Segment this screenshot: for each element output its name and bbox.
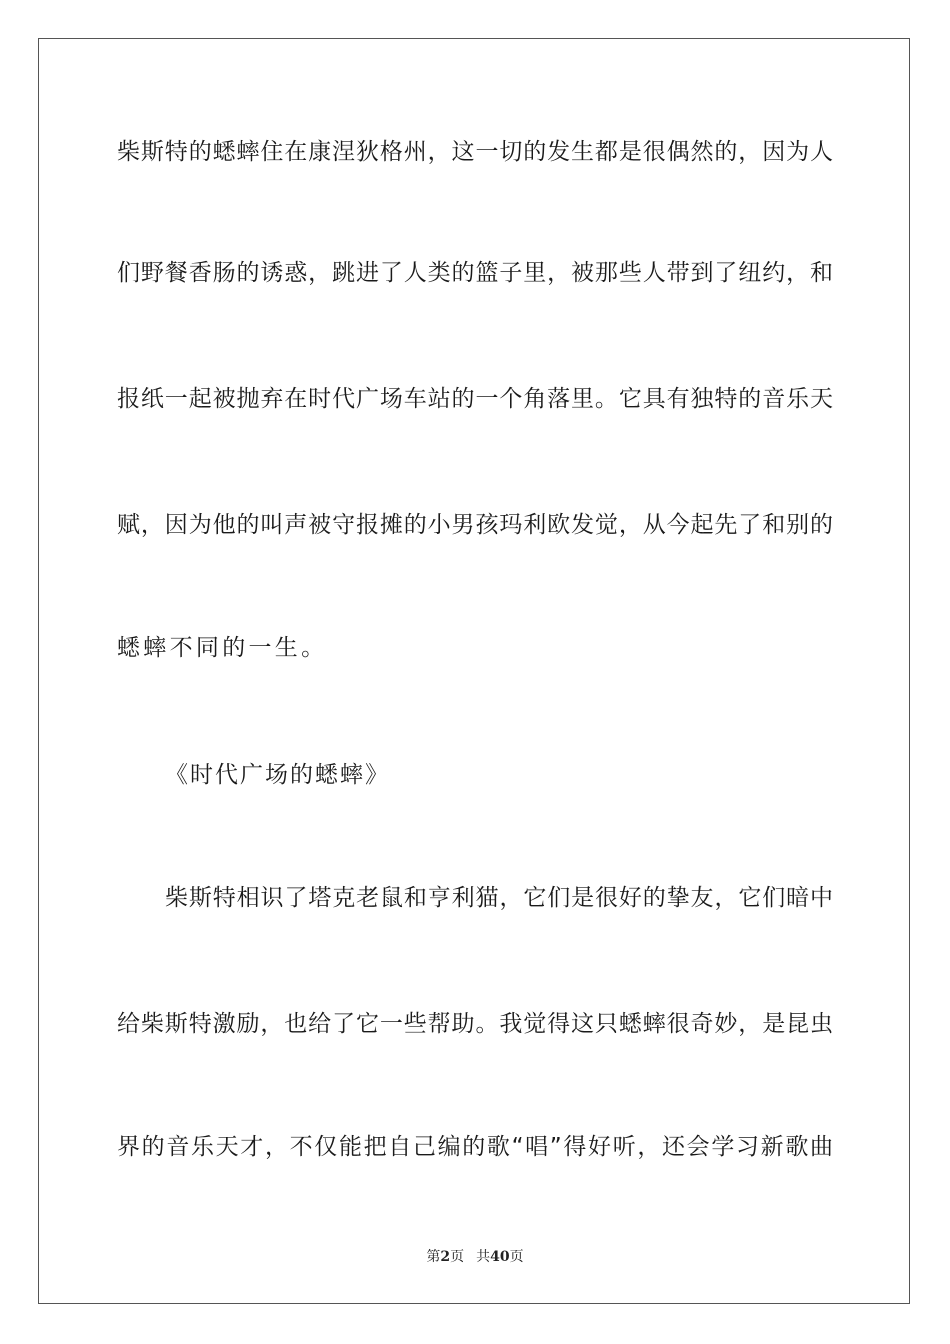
page-footer	[0, 1246, 950, 1266]
page-border	[38, 38, 910, 1304]
total-pages-prefix: 共	[476, 1249, 491, 1265]
total-pages: 40	[490, 1249, 510, 1265]
text-line: 界的音乐天才，不仅能把自己编的歌“唱”得好听，还会学习新歌曲	[117, 1134, 833, 1160]
page-number-suffix: 页	[450, 1249, 465, 1265]
text-line: 们野餐香肠的诱惑，跳进了人类的篮子里，被那些人带到了纽约，和	[117, 260, 833, 286]
total-pages-suffix: 页	[509, 1249, 524, 1265]
text-line: 柴斯特相识了塔克老鼠和亨利猫，它们是很好的挚友，它们暗中	[165, 885, 833, 911]
text-line: 报纸一起被抛弃在时代广场车站的一个角落里。它具有独特的音乐天	[117, 386, 833, 412]
section-title: 《时代广场的蟋蟀》	[165, 762, 390, 788]
text-line: 给柴斯特激励，也给了它一些帮助。我觉得这只蟋蟀很奇妙，是昆虫	[117, 1011, 833, 1037]
text-line: 柴斯特的蟋蟀住在康涅狄格州，这一切的发生都是很偶然的，因为人	[117, 139, 833, 165]
text-line: 赋，因为他的叫声被守报摊的小男孩玛利欧发觉，从今起先了和别的	[117, 512, 833, 538]
text-line: 蟋蟀不同的一生。	[117, 635, 328, 661]
page-number-prefix: 第	[426, 1249, 441, 1265]
page-number: 2	[440, 1249, 451, 1265]
